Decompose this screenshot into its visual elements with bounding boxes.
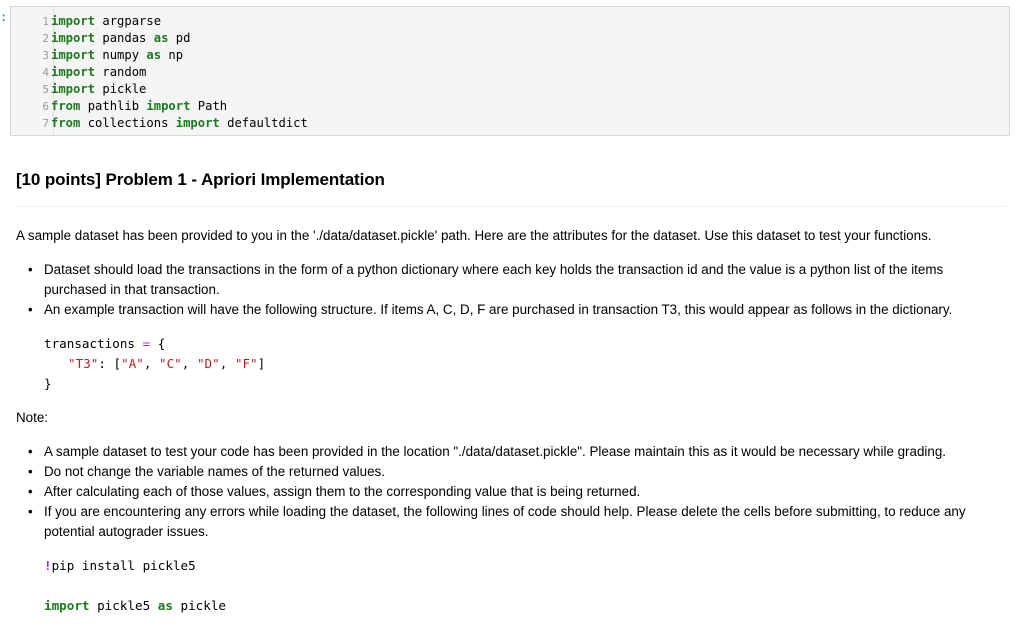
bullet-icon: • (28, 302, 33, 317)
bullet-icon: • (28, 504, 33, 519)
code-keyword: from (51, 116, 81, 130)
code-brace: { (157, 336, 166, 351)
code-keyword: import (51, 14, 96, 28)
code-module: pickle5 (89, 598, 158, 613)
code-keyword: import (51, 48, 96, 62)
code-keyword: import (51, 82, 96, 96)
code-string: "T3" (68, 356, 99, 371)
code-keyword: as (157, 598, 173, 613)
code-keyword: as (146, 48, 162, 62)
code-keyword: as (153, 31, 169, 45)
code-punct: ] (257, 356, 266, 371)
list-item-text: An example transaction will have the following structure. If items A, C, D, F are purchased in transaction T3, this would appear as follows in the dictionary. (44, 302, 953, 317)
code-string: "F" (234, 356, 258, 371)
code-text (51, 98, 227, 115)
code-token: pathlib (80, 99, 147, 113)
code-token: collections (80, 116, 176, 130)
code-punct: : [ (98, 356, 122, 371)
list-item-text: If you are encountering any errors while loading the dataset, the following lines of code should help. Please delete the cells before submitting, to reduce any potential autograder issues. (44, 504, 966, 539)
code-text (51, 30, 190, 47)
shell-bang: ! (44, 558, 52, 573)
code-alias: pickle (172, 598, 226, 613)
code-string: "C" (159, 356, 182, 371)
intro-paragraph: A sample dataset has been provided to you in the './data/dataset.pickle' path. Here are the attributes for the dataset. Use this dataset to test your functions. (16, 228, 932, 243)
line-number: 2 (42, 32, 49, 45)
code-keyword: import (51, 31, 96, 45)
code-text (51, 81, 146, 98)
line-number: 6 (42, 100, 49, 113)
code-token: argparse (95, 14, 162, 28)
code-keyword: import (44, 598, 90, 613)
code-text (51, 64, 146, 81)
code-keyword: import (146, 99, 191, 113)
code-text (51, 47, 183, 64)
code-text (51, 13, 161, 30)
line-number: 4 (42, 66, 49, 79)
bullet-icon: • (28, 262, 33, 277)
code-string: "A" (121, 356, 144, 371)
list-item-text: After calculating each of those values, assign them to the corresponding value that is being returned. (44, 484, 641, 499)
code-token: numpy (95, 48, 147, 62)
line-number: 7 (42, 117, 49, 130)
code-keyword: from (51, 99, 81, 113)
cell-prompt-marker: : (0, 10, 8, 24)
problem-heading: [10 points] Problem 1 - Apriori Implementation (16, 170, 385, 189)
code-token: Path (190, 99, 228, 113)
code-cell[interactable] (10, 6, 1010, 136)
list-item-text: Do not change the variable names of the returned values. (44, 464, 385, 479)
heading-divider (16, 206, 1006, 207)
example-code-line-2: "T3": ["A", "C", "D", "F"] (68, 356, 266, 371)
line-number: 5 (42, 83, 49, 96)
code-token: defaultdict (219, 116, 308, 130)
example-code-line-3: } (44, 376, 52, 391)
code-token: np (161, 48, 184, 62)
bullet-icon: • (28, 484, 33, 499)
code-variable: transactions (44, 336, 135, 351)
code-string: "D" (196, 356, 220, 371)
bullet-icon: • (28, 464, 33, 479)
import-pickle5-code (44, 598, 226, 613)
pip-command: pip install pickle5 (51, 558, 196, 573)
example-code-line-1 (44, 336, 165, 351)
code-operator: = (142, 336, 151, 351)
code-token: pd (168, 31, 191, 45)
list-item-text: A sample dataset to test your code has been provided in the location "./data/dataset.pickle". Please maintain this as it would be necessary while grading. (44, 444, 947, 459)
list-item-text: Dataset should load the transactions in the form of a python dictionary where each key holds the transaction id and the value is a python list of the items purchased in that transaction. (44, 262, 944, 297)
note-label: Note: (16, 410, 49, 425)
code-text (51, 115, 308, 132)
code-keyword: import (51, 65, 96, 79)
code-keyword: import (175, 116, 220, 130)
code-token: pickle (95, 82, 147, 96)
line-number: 3 (42, 49, 49, 62)
code-token: random (95, 65, 147, 79)
pip-install-code (44, 558, 196, 573)
bullet-icon: • (28, 444, 33, 459)
line-number: 1 (42, 15, 49, 28)
code-token: pandas (95, 31, 154, 45)
